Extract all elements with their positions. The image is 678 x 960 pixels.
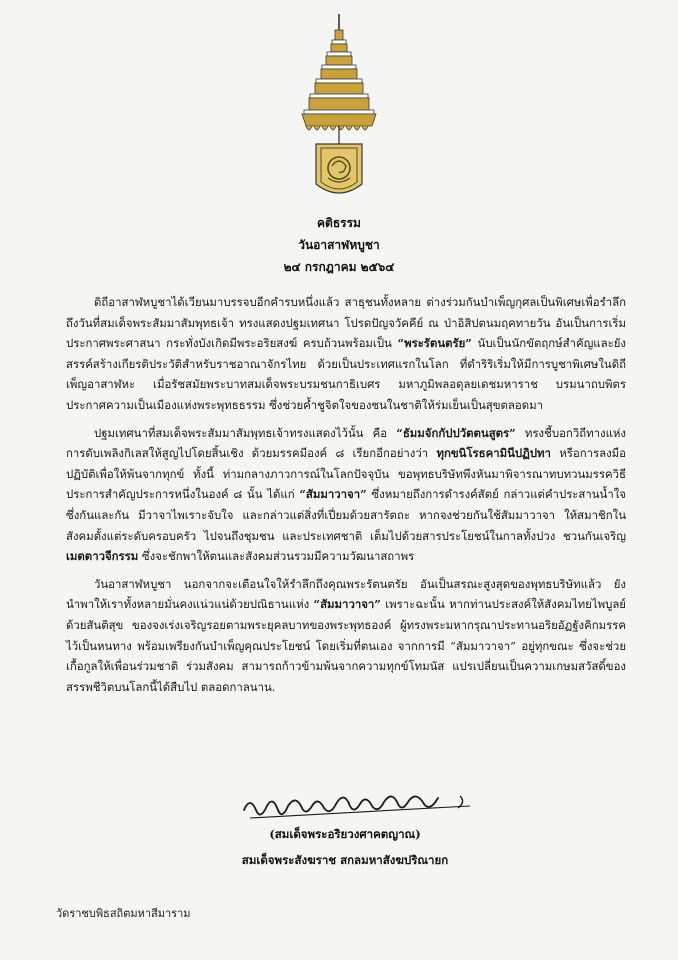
letter-body	[66, 292, 626, 704]
p2-text-3: หรือการลงมือปฏิบัติเพื่อให้พ้นจากทุกข์ ทั้งนี้ ท่ามกลางภาวการณ์ในโลกปัจจุบัน ขอพุทธบริษัทพึงหันมาพิจารณาทบทวนมรรควิธีประการสำคัญประการหนึ่งในองค์ ๘ นั้น ได้แก่	[66, 446, 627, 502]
paragraph-3	[66, 574, 626, 698]
p3-text-1: วันอาสาฬหบูชา นอกจากจะเตือนใจให้รำลึกถึงคุณพระรัตนตรัย อันเป็นสรณะสูงสุดของพุทธบริษัทแล้ว ยังนำพาให้เราทั้งหลายมั่นคงแน่วแน่ด้วยปณิธานแห่ง	[66, 576, 626, 612]
p3-emphasis-sammavaca: “สัมมาวาจา”	[313, 597, 381, 612]
p2-text-4: ซึ่งหมายถึงการดำรงค์สัตย์ กล่าวแต่คำประสานน้ำใจซึ่งกันและกัน มีวาจาไพเราะจับใจ และกล่าวแต่สิ่งที่เปี่ยมด้วยสารัตถะ หากจงช่วยกันใช้สัมมาวาจา ให้สมาชิกในสังคมตั้งแต่ระดับครอบครัว ไปจนถึงชุมชน และประเทศชาติ เต็มไปด้วยสารประโยชน์ในกาลทั้งปวง ชวนกันเจริญ	[66, 487, 626, 543]
paragraph-1	[66, 292, 626, 416]
signatory-personal-name: (สมเด็จพระอริยวงศาคตญาณ)	[269, 827, 421, 841]
p1-text-1: ดิถีอาสาฬหบูชาได้เวียนมาบรรจบอีกคำรบหนึ่งแล้ว สาธุชนทั้งหลาย ต่างร่วมกันบำเพ็ญกุศลเป็นพิเศษเพื่อรำลึกถึงวันที่สมเด็จพระสัมมาสัมพุทธเจ้า ทรงแสดงปฐมเทศนา โปรดปัญจวัคคีย์ ณ ป่าอิสิปตนมฤคทายวัน อันเป็นการเริ่มประกาศพระศาสนา กระทั่งบังเกิดมีพระอริยสงฆ์ ครบถ้วนพร้อมเป็น	[66, 295, 626, 351]
footer-location: วัดราชบพิธสถิตมหาสีมาราม	[56, 907, 191, 920]
p2-emphasis-patipada: ทุกขนิโรธคามินีปฏิปทา	[436, 446, 551, 461]
occasion-title: วันอาสาฬหบูชา	[298, 238, 380, 252]
document-date: ๒๔ กรกฎาคม ๒๕๖๔	[283, 260, 395, 274]
p2-emphasis-metta: เมตตาวจีกรรม	[66, 549, 139, 564]
p2-text-1: ปฐมเทศนาที่สมเด็จพระสัมมาสัมพุทธเจ้าทรงแสดงไว้นั้น คือ	[94, 425, 397, 440]
p1-emphasis-ratanatrai: “พระรัตนตรัย”	[397, 336, 472, 351]
signatory-title: สมเด็จพระสังฆราช สกลมหาสังฆปริณายก	[241, 853, 449, 867]
p1-text-2: นับเป็นนักขัตฤกษ์สำคัญและยังสรรค์สร้างเกียรติประวัติสำหรับราชอาณาจักรไทย ด้วยเป็นประเทศแรกในโลก ที่ดำริริเริ่มให้มีการบูชาพิเศษในดิถีเพ็ญอาสาฬหะ เมื่อรัชสมัยพระบาทสมเด็จพระบรมชนกาธิเบศร มหาภูมิพลอดุลยเดชมหาราช บรมนาถบพิตร ประกาศความเป็นเมืองแห่งพระพุทธธรรม ซึ่งช่วยค้ำชูจิตใจของชนในชาติให้ร่มเย็นเป็นสุขตลอดมา	[66, 336, 626, 412]
document-title: คติธรรม	[317, 216, 361, 230]
p2-text-2: ทรงชี้บอกวิถีทางแห่งการดับเพลิงกิเลสให้สูญไปโดยสิ้นเชิง ด้วยมรรคมีองค์ ๘ เรียกอีกอย่างว่า	[66, 425, 626, 461]
p3-text-2: เพราะฉะนั้น หากท่านประสงค์ให้สังคมไทยไพบูลย์ด้วยสันติสุข ของจงเร่งเจริญรอยตามพระยุคลบาทของพระพุทธองค์ ผู้ทรงพระมหากรุณาประทานอริยอัฏฐังคิกมรรคไว้เป็นหนทาง พร้อมเพรียงกันบำเพ็ญคุณประโยชน์ โดยเริ่มที่ตนเอง จากการมี “สัมมาวาจา” อยู่ทุกขณะ ซึ่งจะช่วยเกื้อกูลให้เพื่อนร่วมชาติ ร่วมสังคม สามารถก้าวข้ามพ้นจากความทุกข์โทมนัส แปรเปลี่ยนเป็นความเกษมสวัสดิ์ของสรรพชีวิตบนโลกนี้ได้สืบไป ตลอดกาลนาน.	[66, 597, 626, 694]
handwritten-signature-icon	[238, 788, 478, 828]
p2-emphasis-sammavaca: “สัมมาวาจา”	[299, 487, 367, 502]
p2-emphasis-sutta: “ธัมมจักกัปปวัตตนสูตร”	[396, 425, 516, 440]
paragraph-2	[66, 423, 626, 567]
p2-text-5: ซึ่งจะชักพาให้ตนและสังคมส่วนรวมมีความวัฒนาสถาพร	[138, 549, 415, 564]
royal-emblem-icon	[296, 12, 382, 204]
